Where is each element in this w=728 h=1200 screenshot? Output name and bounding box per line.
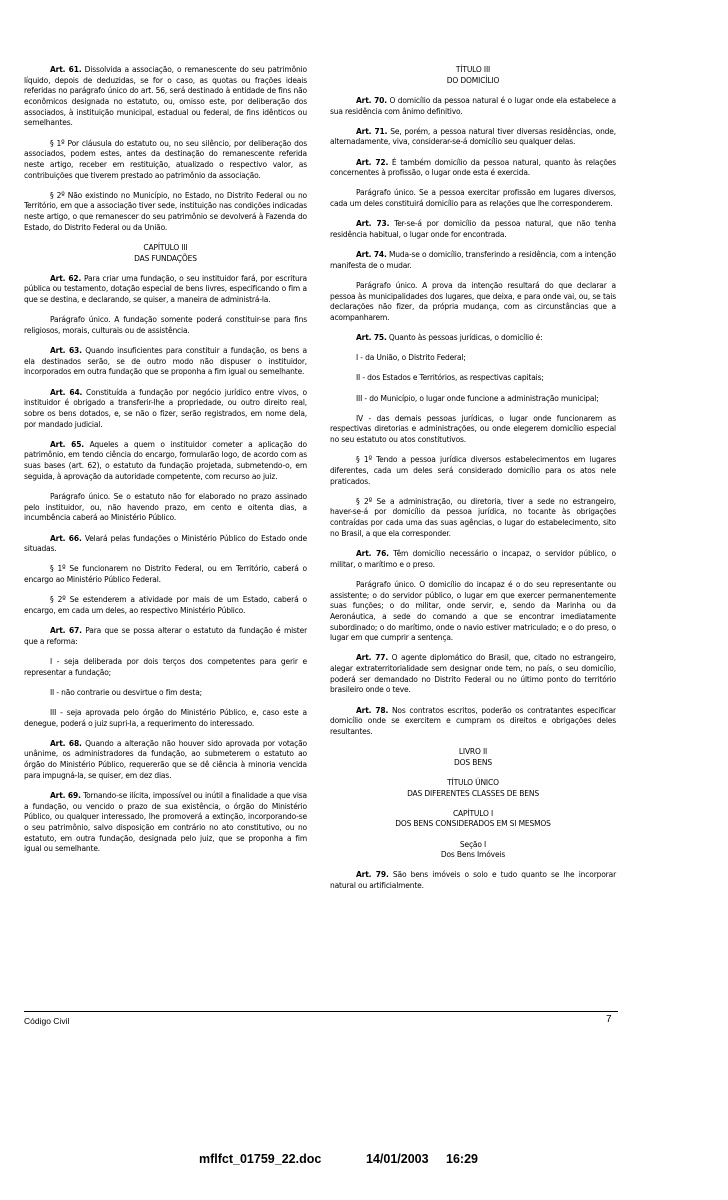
article-paragraph — [24, 273, 307, 305]
heading-line: DAS DIFERENTES CLASSES DE BENS — [407, 787, 539, 798]
heading-line: CAPÍTULO I — [452, 807, 494, 818]
paragraph-text: § 1º Se funcionarem no Distrito Federal, ou em Território, caberá o encargo ao Ministério Público Federal. — [24, 563, 307, 585]
print-stamp-filename: mflfct_01759_22.doc — [199, 1152, 322, 1166]
paragraph-text: Muda-se o domicílio, transferindo a residência, com a intenção manifesta de o mudar. — [330, 249, 616, 270]
article-paragraph — [24, 345, 307, 377]
body-paragraph — [330, 393, 616, 404]
right-column — [330, 64, 616, 900]
article-paragraph — [330, 332, 616, 343]
paragraph-text: Nos contratos escritos, poderão os contratantes especificar domicílio onde se exercitem e cumpram os direitos e obrigações deles resultantes. — [330, 704, 616, 736]
article-number: Art. 67. — [50, 625, 82, 636]
article-paragraph — [330, 95, 616, 116]
paragraph-text: § 2º Se estenderem a atividade por mais de um Estado, caberá o encargo, em cada um deles, ao respectivo Ministério Público. — [24, 594, 307, 615]
paragraph-text: Parágrafo único. A fundação somente poderá constituir-se para fins religiosos, morais, culturais ou de assistência. — [24, 314, 307, 335]
article-number: Art. 72. — [356, 156, 389, 167]
article-number: Art. 73. — [356, 218, 390, 229]
article-number: Art. 69. — [50, 789, 81, 800]
body-paragraph — [24, 656, 307, 677]
heading-line: DOS BENS — [454, 756, 492, 767]
paragraph-text: Para que se possa alterar o estatuto da fundação é mister que a reforma: — [24, 625, 307, 646]
heading-line: LIVRO II — [458, 746, 488, 757]
paragraph-text: II - não contrarie ou desvirtue o fim desta; — [50, 686, 203, 697]
paragraph-text: Ter-se-á por domicílio da pessoa natural, que não tenha residência habitual, o lugar onde for encontrada. — [330, 218, 616, 239]
paragraph-text: São bens imóveis o solo e tudo quanto se lhe incorporar natural ou artificialmente. — [330, 869, 616, 891]
body-paragraph — [24, 190, 307, 233]
paragraph-text: § 1º Tendo a pessoa jurídica diversos estabelecimentos em lugares diferentes, cada um deles será considerado domicílio para os atos nele praticados. — [330, 454, 616, 486]
body-paragraph — [330, 187, 616, 208]
article-paragraph — [330, 157, 616, 178]
paragraph-text: Parágrafo único. Se a pessoa exercitar profissão em lugares diversos, cada um deles constituirá domicílio para as relações que lhe corresponderem. — [330, 187, 616, 209]
article-number: Art. 78. — [356, 704, 389, 715]
body-paragraph — [24, 563, 307, 584]
paragraph-text: III - do Município, o lugar onde funcione a administração municipal; — [356, 392, 599, 403]
section-heading — [330, 746, 616, 767]
article-number: Art. 68. — [50, 737, 82, 748]
paragraph-text: Parágrafo único. Se o estatuto não for elaborado no prazo assinado pelo instituidor, ou, não havendo prazo, em cento e oitenta dias, a incumbência caberá ao Ministério Público. — [24, 491, 307, 523]
body-paragraph — [24, 707, 307, 728]
article-number: Art. 74. — [356, 249, 387, 260]
paragraph-text: I - seja deliberada por dois terços dos competentes para gerir e representar a fundação; — [24, 655, 307, 677]
paragraph-text: § 2º Se a administração, ou diretoria, tiver a sede no estrangeiro, haver-se-á por domicílio da pessoa jurídica, no tocante às obrigações contraídas por cada uma das suas agências, o lugar do estabelecimento, sito no Brasil, a que ela corresponder. — [330, 495, 616, 538]
article-number: Art. 70. — [356, 94, 387, 105]
article-paragraph — [24, 625, 307, 646]
article-paragraph — [330, 705, 616, 737]
body-paragraph — [24, 687, 307, 698]
body-paragraph — [24, 314, 307, 335]
article-paragraph — [330, 869, 616, 890]
footer-document-title: Código Civil — [24, 1016, 70, 1026]
section-heading — [24, 242, 307, 263]
body-paragraph — [330, 280, 616, 323]
paragraph-text: Constituída a fundação por negócio jurídico entre vivos, o instituidor é obrigado a transferir-lhe a propriedade, ou outro direito real, sobre os bens dotados, e, se não o fizer, serão registrados, em nome dela, por mandado judicial. — [24, 386, 307, 429]
paragraph-text: III - seja aprovada pelo órgão do Ministério Público, e, caso este a denegue, poderá o juiz supri-la, a requerimento do interessado. — [24, 706, 307, 728]
heading-line: CAPÍTULO III — [143, 241, 188, 252]
left-column — [24, 64, 307, 863]
body-paragraph — [330, 372, 616, 383]
paragraph-text: O domicílio da pessoa natural é o lugar onde ela estabelece a sua residência com ânimo definitivo. — [330, 94, 616, 116]
body-paragraph — [330, 579, 616, 643]
body-paragraph — [330, 454, 616, 486]
footer-divider — [24, 1011, 618, 1012]
heading-line: TÍTULO ÚNICO — [447, 776, 499, 787]
paragraph-text: Dissolvida a associação, o remanescente do seu patrimônio líquido, depois de deduzidas, se for o caso, as quotas ou frações ideais referidas no parágrafo único do art. 56, será destinado à entidade de fins não econômicos designada no estatuto, ou, omisso este, por deliberação dos associados, à instituição municipal, estadual ou federal, de fins idênticos ou semelhantes. — [24, 64, 307, 128]
heading-line: DOS BENS CONSIDERADOS EM SI MESMOS — [395, 818, 551, 829]
paragraph-text: É também domicílio da pessoa natural, quanto às relações concernentes à profissão, o lugar onde esta é exercida. — [330, 156, 616, 178]
heading-line: Dos Bens Imóveis — [440, 849, 506, 860]
article-paragraph — [24, 790, 307, 854]
article-paragraph — [330, 126, 616, 147]
article-number: Art. 79. — [356, 869, 389, 880]
section-heading — [330, 64, 616, 85]
paragraph-text: Para criar uma fundação, o seu instituidor fará, por escritura pública ou testamento, dotação especial de bens livres, especificando o fim a que se destina, e declarando, se quiser, a maneira de administrá-la. — [24, 272, 307, 305]
article-paragraph — [24, 64, 307, 128]
paragraph-text: Se, porém, a pessoa natural tiver diversas residências, onde, alternadamente, viva, considerar-se-á domicílio seu qualquer delas. — [330, 125, 616, 147]
article-number: Art. 71. — [356, 125, 388, 136]
article-paragraph — [24, 533, 307, 554]
section-heading — [330, 839, 616, 860]
body-paragraph — [24, 594, 307, 615]
article-number: Art. 65. — [50, 438, 85, 449]
article-number: Art. 76. — [356, 548, 389, 558]
body-paragraph — [330, 496, 616, 539]
section-heading — [330, 777, 616, 798]
paragraph-text: Quanto às pessoas jurídicas, o domicílio é: — [386, 332, 543, 343]
print-stamp-time: 16:29 — [446, 1152, 478, 1166]
paragraph-text: I - da União, o Distrito Federal; — [356, 352, 466, 363]
article-number: Art. 75. — [356, 332, 387, 343]
section-heading — [330, 808, 616, 829]
article-paragraph — [24, 387, 307, 430]
body-paragraph — [24, 138, 307, 181]
article-number: Art. 64. — [50, 386, 83, 397]
heading-line: TÍTULO III — [455, 64, 491, 74]
paragraph-text: Parágrafo único. A prova da intenção resultará do que declarar a pessoa às municipalidades dos lugares, que deixa, e para onde vai, ou, se tais declarações não fizer, da própria mudança, com as circunstâncias que a acompanharem. — [330, 279, 616, 322]
article-number: Art. 62. — [50, 272, 82, 283]
paragraph-text: Aqueles a quem o instituidor cometer a aplicação do patrimônio, em tendo ciência do encargo, formularão logo, de acordo com as suas bases (art. 62), o estatuto da fundação projetada, submetendo-o, em seguida, à aprovação da autoridade competente, com recurso ao juiz. — [24, 438, 307, 481]
article-number: Art. 63. — [50, 345, 82, 356]
paragraph-text: § 1º Por cláusula do estatuto ou, no seu silêncio, por deliberação dos associados, podem estes, antes da destinação do remanescente referida neste artigo, receber em restituição, atualizado o respectivo valor, as contribuições que tiverem prestado ao patrimônio da associação. — [24, 137, 307, 180]
article-paragraph — [330, 652, 616, 695]
paragraph-text: Velará pelas fundações o Ministério Público do Estado onde situadas. — [24, 532, 307, 554]
paragraph-text: Quando a alteração não houver sido aprovada por votação unânime, os administradores da fundação, ao submeterem o estatuto ao órgão do Ministério Público, requererão que se dê ciência à minoria vencida para impugná-la, se quiser, em dez dias. — [24, 737, 307, 780]
article-paragraph — [330, 249, 616, 270]
article-paragraph — [24, 439, 307, 482]
heading-line: DAS FUNDAÇÕES — [134, 252, 197, 263]
paragraph-text: Têm domicílio necessário o incapaz, o servidor público, o militar, o marítimo e o preso. — [330, 548, 616, 569]
article-number: Art. 66. — [50, 532, 82, 543]
heading-line: DO DOMICÍLIO — [446, 74, 500, 85]
body-paragraph — [24, 491, 307, 523]
print-stamp-date: 14/01/2003 — [366, 1152, 429, 1166]
body-paragraph — [330, 352, 616, 363]
paragraph-text: O agente diplomático do Brasil, que, citado no estrangeiro, alegar extraterritorialidade sem designar onde tem, no país, o seu domicílio, poderá ser demandado no Distrito Federal ou no último ponto do território brasileiro onde o teve. — [330, 652, 616, 695]
article-paragraph — [330, 218, 616, 239]
paragraph-text: IV - das demais pessoas jurídicas, o lugar onde funcionarem as respectivas diretorias e administrações, ou onde elegerem domicílio especial no seu estatuto ou atos constitutivos. — [330, 412, 616, 445]
paragraph-text: Parágrafo único. O domicílio do incapaz é o do seu representante ou assistente; o do servidor público, o lugar em que exercer permanentemente suas funções; o do militar, onde servir, e, sendo da Marinha ou da Aeronáutica, a sede do comando a que se encontrar imediatamente subordinado; o do marítimo, onde o navio estiver matriculado; e o do preso, o lugar em que cumprir a sentença. — [330, 578, 616, 643]
article-number: Art. 61. — [50, 64, 82, 74]
article-paragraph — [330, 548, 616, 569]
paragraph-text: II - dos Estados e Territórios, as respectivas capitais; — [356, 372, 544, 383]
body-paragraph — [330, 413, 616, 445]
paragraph-text: Tornando-se ilícita, impossível ou inútil a finalidade a que visa a fundação, ou vencido o prazo de sua existência, o órgão do Ministério Público, ou qualquer interessado, lhe promoverá a extinção, incorporando-se o seu patrimônio, salvo disposição em contrário no ato constitutivo, ou no estatuto, em outra fundação, designada pelo juiz, que se proponha a fim igual ou semelhante. — [24, 789, 307, 854]
article-paragraph — [24, 738, 307, 781]
paragraph-text: Quando insuficientes para constituir a fundação, os bens a ela destinados serão, se de outro modo não dispuser o instituidor, incorporados em outra fundação que se proponha a fim igual ou semelhante. — [24, 345, 307, 377]
article-number: Art. 77. — [356, 652, 389, 663]
paragraph-text: § 2º Não existindo no Município, no Estado, no Distrito Federal ou no Território, em que a associação tiver sede, instituição nas condições indicadas neste artigo, o que remanescer do seu patrimônio se devolverá à Fazenda do Estado, do Distrito Federal ou da União. — [24, 189, 307, 232]
footer-page-number: 7 — [606, 1014, 612, 1025]
heading-line: Seção I — [459, 838, 487, 849]
